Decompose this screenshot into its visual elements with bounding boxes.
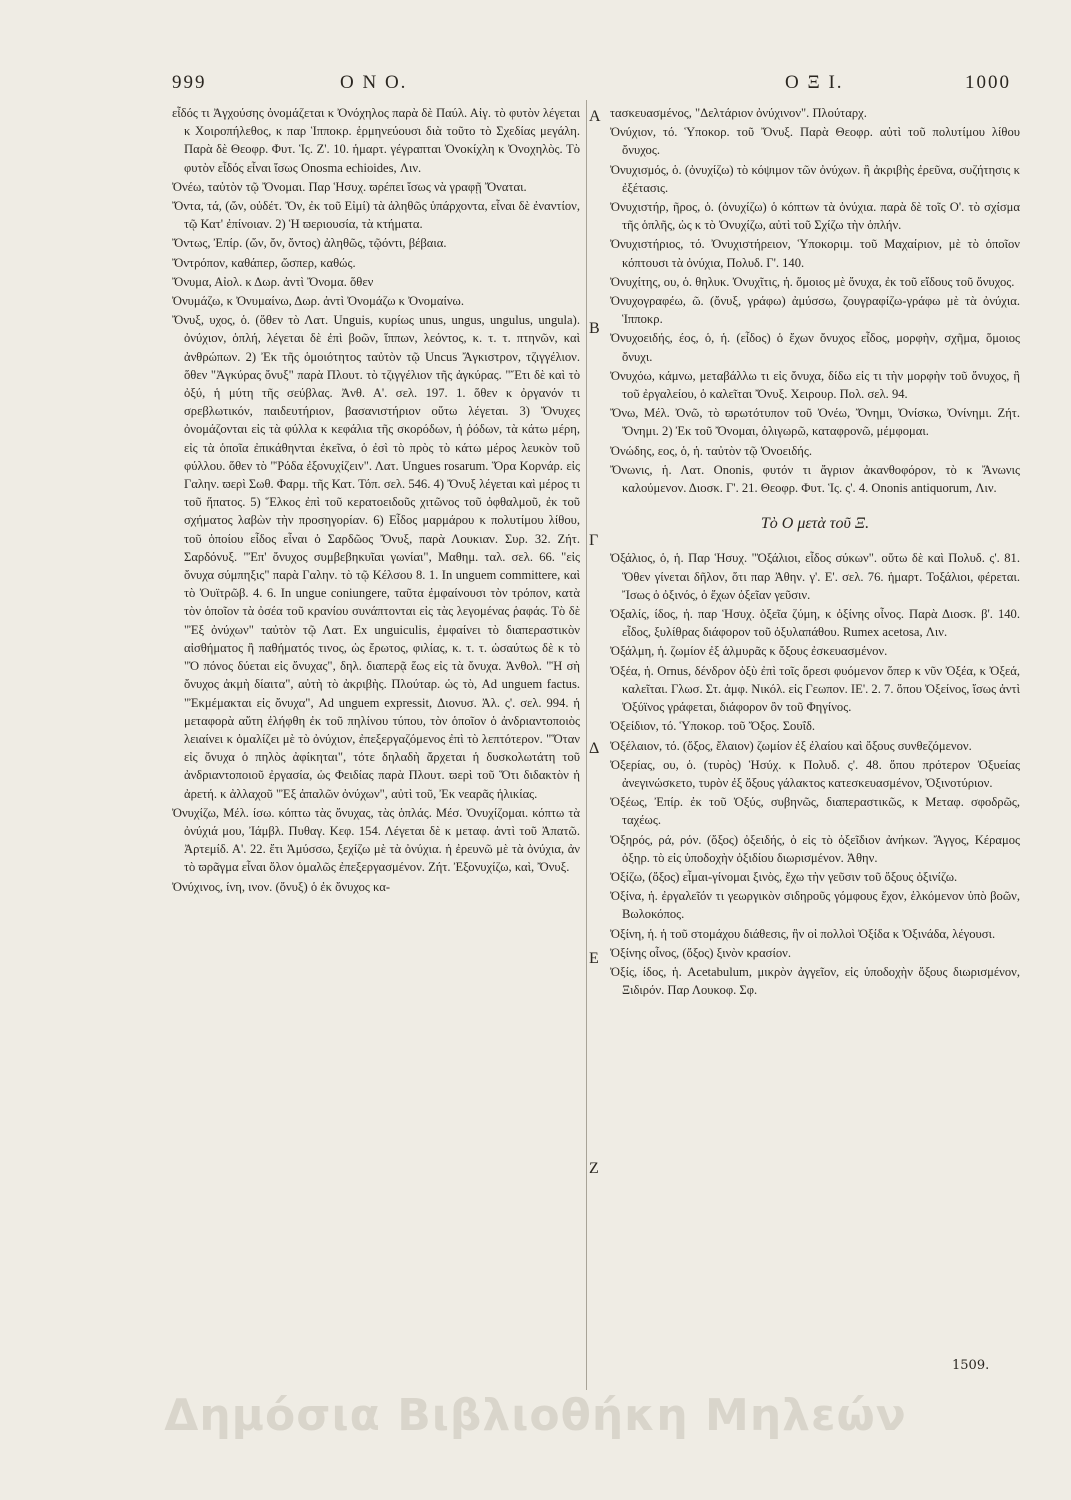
entry: Ὄντα, τά, (ὤν, οὐδέτ. Ὄν, ἐκ τοῦ Εἰμί) τὰ ἀληθῶς ὑπάρχοντα, εἶναι δὲ ἐναντίον, τῷ Κατ' ἐπίνοιαν. 2) Ἡ ϖεριουσία, τὰ κτήματα. xyxy=(172,199,580,232)
library-watermark: Δημόσια Βιβλιοθήκη Μηλεών xyxy=(164,1390,907,1441)
column-divider xyxy=(586,100,587,1390)
entry: Ὀξηρός, ρά, ρόν. (ὄξος) ὀξειδής, ὁ εἰς τὸ ὀξεῖδιον ἀνήκων. Ἄγγος, Κέραμος ὀξηρ. τὸ εἰς ὑποδοχὴν ὀξιδίου διωρισμένον. Ἀθην. xyxy=(610,832,1020,865)
margin-letter-b: B xyxy=(589,320,600,337)
margin-letter-g: Γ xyxy=(589,532,599,549)
entry: Ὀξίς, ίδος, ἡ. Acetabulum, μικρὸν ἀγγεῖον, εἰς ὑποδοχὴν ὄξους διωρισμένον, Ξιδιρόν. Παρ Λουκοφ. Σφ. xyxy=(610,964,1020,998)
entry: Ὄντως, Ἐπίρ. (ὤν, ὄν, ὄντος) ἀληθῶς, τῷόντι, βέβαια. xyxy=(172,236,447,251)
entry: Ὀξίνα, ἡ. ἐργαλεῖόν τι γεωργικὸν σιδηροῦς γόμφους ἔχον, ἑλκόμενον ὑπὸ βοῶν, Βωλοκόπος. xyxy=(610,889,1020,922)
entry: Ὀνυχίτης, ου, ὁ. θηλυκ. Ὀνυχῖτις, ἡ. ὅμοιος μὲ ὄνυχα, ἐκ τοῦ εἴδους τοῦ ὄνυχος. xyxy=(610,274,1015,289)
entry: Ὀνυχοειδής, έος, ὁ, ἡ. (εἶδος) ὁ ἔχων ὄνυχος εἶδος, μορφὴν, σχῆμα, ὅμοιος ὄνυχι. xyxy=(610,331,1020,364)
entry: Ὀξίζω, (ὄξος) εἶμαι-γίνομαι ξινὸς, ἔχω τὴν γεῦσιν τοῦ ὄξους ὀξινίζω. xyxy=(610,869,958,884)
right-page-number: 1000 xyxy=(965,72,1011,93)
entry: Ὀνυχιστήριος, τό. Ὀνυχιστήρειον, Ὑποκοριμ. τοῦ Μαχαίριον, μὲ τὸ ὁποῖον κόπτουσι τὰ ὀνύχια, Πολυδ. Γ'. 140. xyxy=(610,237,1020,270)
left-running-head: Ο Ν Ο. xyxy=(340,72,408,93)
margin-letter-z: Z xyxy=(589,1160,599,1177)
entry: Ὀξίνη, ἡ. ἡ τοῦ στομάχου διάθεσις, ἣν οἱ πολλοὶ Ὀξίδα κ Ὀξινάδα, λέγουσι. xyxy=(610,926,996,941)
right-running-head: Ο Ξ Ι. xyxy=(785,72,844,93)
entry: Ὄνυξ, υχος, ὁ. (ὅθεν τὸ Λατ. Unguis, κυρίως unus, ungus, ungulus, ungula). ὀνύχιον, ὁπλή, λέγεται δὲ ἐπὶ βοῶν, ἵππων, λεόντος, κ. τ. τ. πτηνῶν, καὶ ἀνθρώπων. 2) Ἐκ τῆς ὁμοιότητος ταὐτὸν τῷ Uncus Ἄγκιστρον, τζιγγέλιον. ὅθεν "Ἀγκύρας ὄνυξ" παρὰ Πλουτ. τὸ τζιγγέλιον τῆς ἀγκύρας. "Ἔτι δὲ καὶ τὸ ὀξύ, ἡ μύτη τῆς σεύβλας. Ἀνθ. Α'. σελ. 197. 1. ὅθεν κ ὀργανόν τι σρεβλωτικόν, παιδευτήριον, βασανιστήριον οὕτω λέγεται. 3) Ὄνυχες ὀνομάζονται εἰς τὰ φύλλα κ κεφάλια τῆς σκορόδων, ἡ ῥόδων, τὰ κάτω μέρη, εἰς τὰ ὁποῖα ἐπικάθηνται ἐκεῖνα, ὁ ἐσὶ τὸ πρὸς τὸ κάτω μέρος λευκὸν τοῦ φύλλου. ὅθεν τὸ "Ῥόδα ἐξονυχίζειν". Λατ. Ungues rosarum. Ὅρα Κορνάρ. εἰς Γαλην. ϖερὶ Σωθ. Φαρμ. τῆς Κατ. Τόπ. σελ. 546. 4) Ὄνυξ λέγεται καὶ μέρος τι τοῦ ἥπατος. 5) Ἕλκος ἐπὶ τοῦ κερατοειδοῦς χιτῶνος τοῦ ὀφθαλμοῦ, ἐκ τοῦ σχήματος λαβὼν τὴν προσηγορίαν. 6) Εἶδος μαρμάρου κ πολυτίμου λίθου, τοῦ ὁποίου εἶδος εἶναι ὁ Σαρδῶος Ὄνυξ, παρὰ Λουκιαν. Συρ. 32. Ζήτ. Σαρδόνυξ. "Ἐπ' ὄνυχος συμβεβηκυῖαι γωνίαι", Μαθημ. ταλ. σελ. 66. "εἰς ὄνυχα σύμπηξις" παρὰ Γαλην. τὸ τῷ Κέλσου 8. 1. In unguem committere, καὶ τὸ Ὀυϊτρῶβ. 4. 6. In ungue coniungere, ταῦτα ἐμφαίνουσι τὸν τρόπον, κατὰ τὸν ὁποῖον τὰ ὀσέα τοῦ κρανίου συνάπτονται εἰς τὰς λεγομένας ῥαφάς. Τὸ δὲ "Ἐξ ὀνύχων" ταὐτὸν τῷ Λατ. Ex unguiculis, ἐμφαίνει τὸ διαπεραστικὸν αἰσθήματος ἢ παθήματός τινος, ὡς ἔρωτος, φιλίας, κ. τ. τ. ὡσαύτως δὲ κ τὸ "Ὁ πόνος δύεται εἰς ὄνυχας", δηλ. διαπερᾷ ἕως εἰς τὰ ὄνυχα. Ἀνθολ. "Ἡ σὴ ὄνυχος ἀκμὴ δίαιτα", αὐτὴ τὸ ἀκριβὴς. Πλούταρ. ὡς τὸ, Ad unguem factus. "Ἐκμέμακται εἰς ὄνυχα", Ad unguem expressit, Διονυσ. Ἀλ. ς'. σελ. 994. ἡ μεταφορὰ αὕτη ἐλήφθη ἐκ τοῦ πηλίνου τύπου, τὸν ὁποῖον ὁ ἀνδριαντοποιὸς λειαίνει κ ὁμαλίζει μὲ τὸ ὀνύχιον, ἐπεξεργαζόμενος ἐπὶ τὸ λεπτότερον. "Ὅταν εἰς ὄνυχα ὁ πηλὸς ἀφίκηται", τότε δηλαδὴ ἄρχεται ἡ δυσκολωτάτη τοῦ ἀνδριαντοποιοῦ ἐργασία, ὡς Φειδίας παρὰ Πλουτ. ϖερὶ τοῦ Ὅτι διδακτὸν ἡ ἀρετή. κ ἀλλαχοῦ "Ἐξ ἀπαλῶν ὀνύχων", αὐτὶ τοῦ, Ἐκ νεαρᾶς ἡλικίας. xyxy=(172,313,580,801)
entry: Ὄντρόπον, καθάπερ, ὥσπερ, καθώς. xyxy=(172,255,356,270)
entry: Ὄνω, Μέλ. Ὀνῶ, τὸ ϖρωτότυπον τοῦ Ὀνέω, Ὄνημι, Ὀνίσκω, Ὀνίνημι. Ζήτ. Ὄνημι. 2) Ἐκ τοῦ Ὄνομαι, ὀλιγωρῶ, καταφρονῶ, μέμφομαι. xyxy=(610,406,1020,439)
entry: Ὄνωνις, ἡ. Λατ. Ononis, φυτόν τι ἄγριον ἀκανθοφόρον, τὸ κ Ἄνωνις καλούμενον. Διοσκ. Γ'. 21. Θεοφρ. Φυτ. Ἱς. ς'. 4. Ononis antiquorum, Λιν. xyxy=(610,462,1020,496)
entry: Ὀνώδης, εος, ὁ, ἡ. ταὐτὸν τῷ Ὀνοειδής. xyxy=(610,443,812,458)
entry: Ὀνυμάζω, κ Ὀνυμαίνω, Δωρ. ἀντὶ Ὀνομάζω κ Ὀνομαίνω. xyxy=(172,294,464,309)
entry: Ὀξείδιον, τό. Ὑποκορ. τοῦ Ὄξος. Σουΐδ. xyxy=(610,719,816,734)
entry: εἶδός τι Ἀγχούσης ὀνομάζεται κ Ὀνόχηλος παρὰ δὲ Παύλ. Αἰγ. τὸ φυτὸν λέγεται κ Χοιροπήλεθος, κ παρ Ἱπποκρ. ἑρμηνεύουσι διὰ τοῦτο τὸ Σχεδίας μεγάλη. Παρὰ δὲ Θεοφρ. Φυτ. Ἱς. Ζ'. 10. ἡμαρτ. γέγραπται Ὀνοκίχλη κ Ὀνοχηλὸς. Τὸ φυτὸν εἶδός εἶναι ἴσως Onosma echioides, Λιν. xyxy=(172,106,580,175)
section-heading: Τὸ Ο μετὰ τοῦ Ξ. xyxy=(760,515,870,533)
entry: Ὄνυμα, Αἰολ. κ Δωρ. ἀντὶ Ὄνομα. ὅθεν xyxy=(172,274,374,289)
entry: Ὀνυχισμός, ὁ. (ὀνυχίζω) τὸ κόψιμον τῶν ὀνύχων. ἢ ἀκριβὴς ἐρεῦνα, συζήτησις κ ἐξέτασις. xyxy=(610,162,1020,195)
entry: Ὀνύχινος, ίνη, ινον. (ὄνυξ) ὁ ἐκ ὄνυχος κα- xyxy=(172,879,391,894)
entry: Ὀξάλμη, ἡ. ζωμίον ἐξ ἁλμυρᾶς κ ὄξους ἐσκευασμένον. xyxy=(610,644,888,659)
entry: Ὀνύχιον, τό. Ὑποκορ. τοῦ Ὄνυξ. Παρὰ Θεοφρ. αὐτὶ τοῦ πολυτίμου λίθου ὄνυχος. xyxy=(610,125,1020,158)
entry: Ὀνυχιστήρ, ῆρος, ὁ. (ὀνυχίζω) ὁ κόπτων τὰ ὀνύχια. παρὰ δὲ τοῖς Ο'. τὸ σχίσμα τῆς ὁπλῆς, ὡς κ τὸ Ὀνυχίζω, αὐτὶ τοῦ Σχίζω τὴν ὁπλήν. xyxy=(610,200,1020,233)
left-column xyxy=(172,104,580,897)
entry: Ὀνυχίζω, Μέλ. ίσω. κόπτω τὰς ὄνυχας, τὰς ὁπλάς. Μέσ. Ὀνυχίζομαι. κόπτω τὰ ὀνύχιά μου, Ἰάμβλ. Πυθαγ. Κεφ. 154. Λέγεται δὲ κ μεταφ. ἀντὶ τοῦ Ἀπατῶ. Ἀρτεμίδ. Α'. 22. ἔτι Ἀμύσσω, ξεχίζω μὲ τὰ ὀνύχια. ἡ ἐρευνῶ μὲ τὰ ὀνύχια, ἀν τὸ ϖρᾶγμα εἶναι ὅλον ὁμαλῶς ἐπεξεργασμένον. Ζήτ. Ἐξονυχίζω, καὶ, Ὄνυξ. xyxy=(172,805,580,875)
margin-letter-d: Δ xyxy=(589,740,600,757)
margin-letter-e: E xyxy=(589,950,599,967)
entry: Ὀξέλαιον, τό. (ὄξος, ἔλαιον) ζωμίον ἐξ ἐλαίου καὶ ὄξους συνθεζόμενον. xyxy=(610,738,972,753)
signature-mark: 1509. xyxy=(952,1358,990,1373)
entry: Ὀνυχόω, κάμνω, μεταβάλλω τι εἰς ὄνυχα, δίδω εἰς τι τὴν μορφὴν τοῦ ὄνυχος, ἢ τοῦ ἐργαλείου, ὁ καλεῖται Ὄνυξ. Χειρουρ. Πολ. σελ. 94. xyxy=(610,368,1020,402)
entry: Ὀξάλιος, ὁ, ἡ. Παρ Ἡσυχ. "Ὀξάλιοι, εἶδος σύκων". οὕτω δὲ καὶ Πολυδ. ς'. 81. Ὅθεν γίνεται δῆλον, ὅτι παρ Ἀθην. γ'. Ε'. σελ. 76. ἡμαρτ. Τοξάλιοι, φέρεται. Ἴσως ὁ ὀξινός, ὁ ἔχων ὀξεῖαν γεῦσιν. xyxy=(610,551,1020,602)
entry: Ὀξίνης οἶνος, (ὄξος) ξινὸν κρασίον. xyxy=(610,945,791,960)
entry: Ὀξερίας, ου, ὁ. (τυρὸς) Ἡσύχ. κ Πολυδ. ς'. 48. ὅπου πρότερον Ὀξυείας ἀνεγινώσκετο, τυρὸν ἐξ ὄξους γάλακτος κατεσκευασμένον, Ὀξινοτύριον. xyxy=(610,757,1020,790)
entry: Ὀξέως, Ἐπίρ. ἐκ τοῦ Ὀξύς, συβηνῶς, διαπεραστικῶς, κ Μεταφ. σφοδρῶς, ταχέως. xyxy=(610,795,1020,828)
entry: Ὀνέω, ταὐτὸν τῷ Ὄνομαι. Παρ Ἡσυχ. ϖρέπει ἴσως νὰ γραφῇ Ὄναται. xyxy=(172,179,527,194)
left-page-number: 999 xyxy=(172,72,207,93)
entry: Ὀξαλίς, ίδος, ἡ. παρ Ἡσυχ. ὀξεῖα ζύμη, κ ὀξίνης οἶνος. Παρὰ Διοσκ. β'. 140. εἶδος, ξυλίθρας διάφορον τοῦ ὀξυλαπάθου. Rumex acetosa, Λιν. xyxy=(610,607,1020,640)
right-column xyxy=(610,104,1020,1000)
entry: Ὀνυχογραφέω, ῶ. (ὄνυξ, γράφω) ἀμύσσω, ζουγραφίζω-γράφω μὲ τὰ ὀνύχια. Ἱπποκρ. xyxy=(610,294,1020,327)
entry: τασκευασμένος, "Δελτάριον ὀνύχινον". Πλούταρχ. xyxy=(610,106,867,120)
entry: Ὀξέα, ἡ. Ornus, δένδρον ὀξὺ ἐπὶ τοῖς ὄρεσι φυόμενον ὅπερ κ νῦν Ὀξέα, κ Ὀξεά, καλεῖται. Γλωσ. Στ. ἀμφ. Νικόλ. εἰς Γεωπον. ΙΕ'. 2. 7. ὅπου Ὀξείνος, ἴσως ἀντὶ Ὀξύϊνος γράφεται, διάφορον ὂν τοῦ Φηγίνος. xyxy=(610,663,1020,715)
margin-letter-a: A xyxy=(589,108,601,125)
